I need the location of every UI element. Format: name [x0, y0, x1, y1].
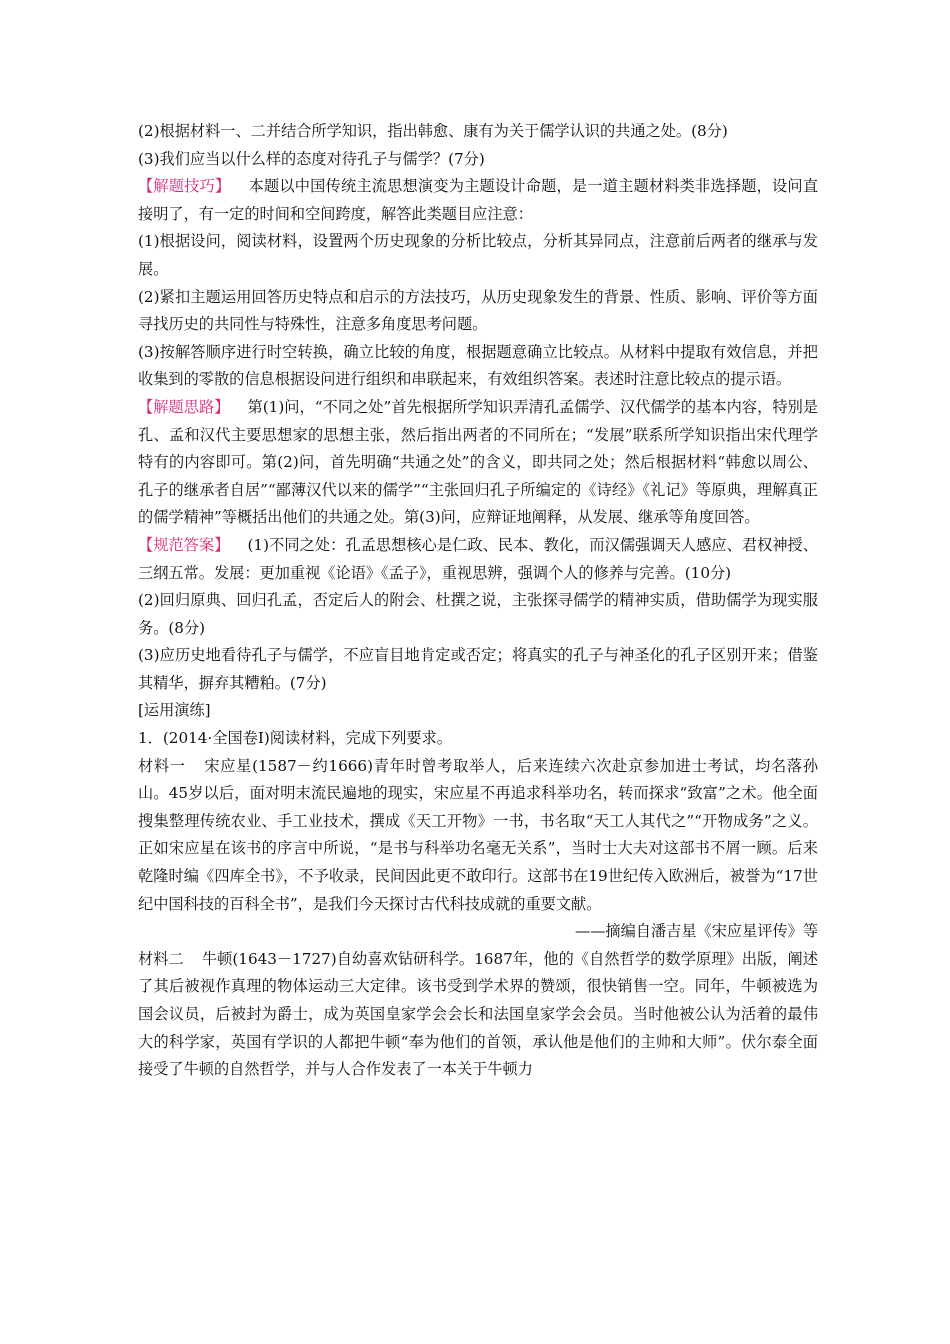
technique-point-2: (2)紧扣主题运用回答历史特点和启示的方法技巧，从历史现象发生的背景、性质、影响、评价等方面寻找历史的共同性与特殊性，注意多角度思考问题。	[138, 287, 818, 334]
answer-3: (3)应历史地看待孔子与儒学，不应盲目地肯定或否定；将真实的孔子与神圣化的孔子区别开来；借鉴其精华，摒弃其糟粕。(7分)	[138, 646, 818, 692]
material-1-label: 材料一	[138, 756, 186, 775]
approach-paragraph	[138, 394, 818, 532]
question-3: (3)我们应当以什么样的态度对待孔子与儒学？(7分)	[138, 149, 485, 168]
question-2: (2)根据材料一、二并结合所学知识，指出韩愈、康有为关于儒学认识的共通之处。(8分)	[138, 122, 728, 140]
material-1-source: ——摘编自潘吉星《宋应星评传》等	[575, 922, 818, 941]
answer-2: (2)回归原典、回归孔孟，否定后人的附会、杜撰之说，主张探寻儒学的精神实质，借助儒学为现实服务。(8分)	[138, 591, 818, 637]
answer-1: (1)不同之处：孔孟思想核心是仁政、民本、教化，而汉儒强调天人感应、君权神授、三纲五常。发展：更加重视《论语》《孟子》，重视思辨，强调个人的修养与完善。(10分)	[138, 535, 818, 582]
material-2	[138, 946, 818, 1084]
technique-paragraph	[138, 173, 818, 228]
technique-point-3: (3)按解答顺序进行时空转换，确立比较的角度，根据题意确立比较点。从材料中提取有效信息，并把收集到的零散的信息根据设问进行组织和串联起来，有效组织答案。表述时注意比较点的提示语。	[138, 342, 818, 389]
answer-tag: 【规范答案】	[138, 535, 230, 554]
technique-intro: 本题以中国传统主流思想演变为主题设计命题，是一道主题材料类非选择题，设问直接明了，有一定的时间和空间跨度，解答此类题目应注意：	[138, 177, 819, 223]
approach-tag: 【解题思路】	[138, 397, 230, 416]
technique-tag: 【解题技巧】	[138, 177, 231, 196]
answer-paragraph	[138, 532, 818, 587]
approach-text: 第(1)问，“不同之处”首先根据所学知识弄清孔孟儒学、汉代儒学的基本内容，特别是孔、孟和汉代主要思想家的思想主张，然后指出两者的不同所在；“发展”联系所学知识指出宋代理学特有的内容即可。第(2)问，首先明确“共通之处”的含义，即共同之处；然后根据材料“韩愈以周公、孔子的继承者自居”“鄙薄汉代以来的儒学”“主张回归孔子所编定的《诗经》《礼记》等原典，理解真正的儒学精神”等概括出他们的共通之处。第(3)问，应辩证地阐释，从发展、继承等角度回答。	[138, 397, 818, 527]
practice-heading: [运用演练]	[138, 701, 211, 720]
material-2-text: 牛顿(1643－1727)自幼喜欢钻研科学。1687年，他的《自然哲学的数学原理》出版，阐述了其后被视作真理的物体运动三大定律。该书受到学术界的赞颂，很快销售一空。同年，牛顿被选为国会议员，后被封为爵士，成为英国皇家学会会长和法国皇家学会会员。当时他被公认为活着的最伟大的科学家，英国有学识的人都把牛顿“奉为他们的首领，承认他是他们的主帅和大师”。伏尔泰全面接受了牛顿的自然哲学，并与人合作发表了一本关于牛顿力	[138, 949, 818, 1079]
material-1	[138, 753, 818, 919]
practice-question: 1．(2014·全国卷Ⅰ)阅读材料，完成下列要求。	[138, 729, 452, 748]
material-2-label: 材料二	[138, 949, 184, 968]
document-page	[138, 118, 818, 1084]
material-1-text: 宋应星(1587－约1666)青年时曾考取举人，后来连续六次赴京参加进士考试，均名落孙山。45岁以后，面对明末流民遍地的现实，宋应星不再追求科举功名，转而探求“致富”之术。他全面搜集整理传统农业、手工业技术，撰成《天工开物》一书，书名取“天工人其代之”“开物成务”之义。正如宋应星在该书的序言中所说，“是书与科举功名毫无关系”，当时士大夫对这部书不屑一顾。后来乾隆时编《四库全书》，不予收录，民间因此更不敢印行。这部书在19世纪传入欧洲后，被誉为“17世纪中国科技的百科全书”，是我们今天探讨古代科技成就的重要文献。	[138, 756, 819, 913]
technique-point-1: (1)根据设问，阅读材料，设置两个历史现象的分析比较点，分析其异同点，注意前后两者的继承与发展。	[138, 232, 818, 278]
